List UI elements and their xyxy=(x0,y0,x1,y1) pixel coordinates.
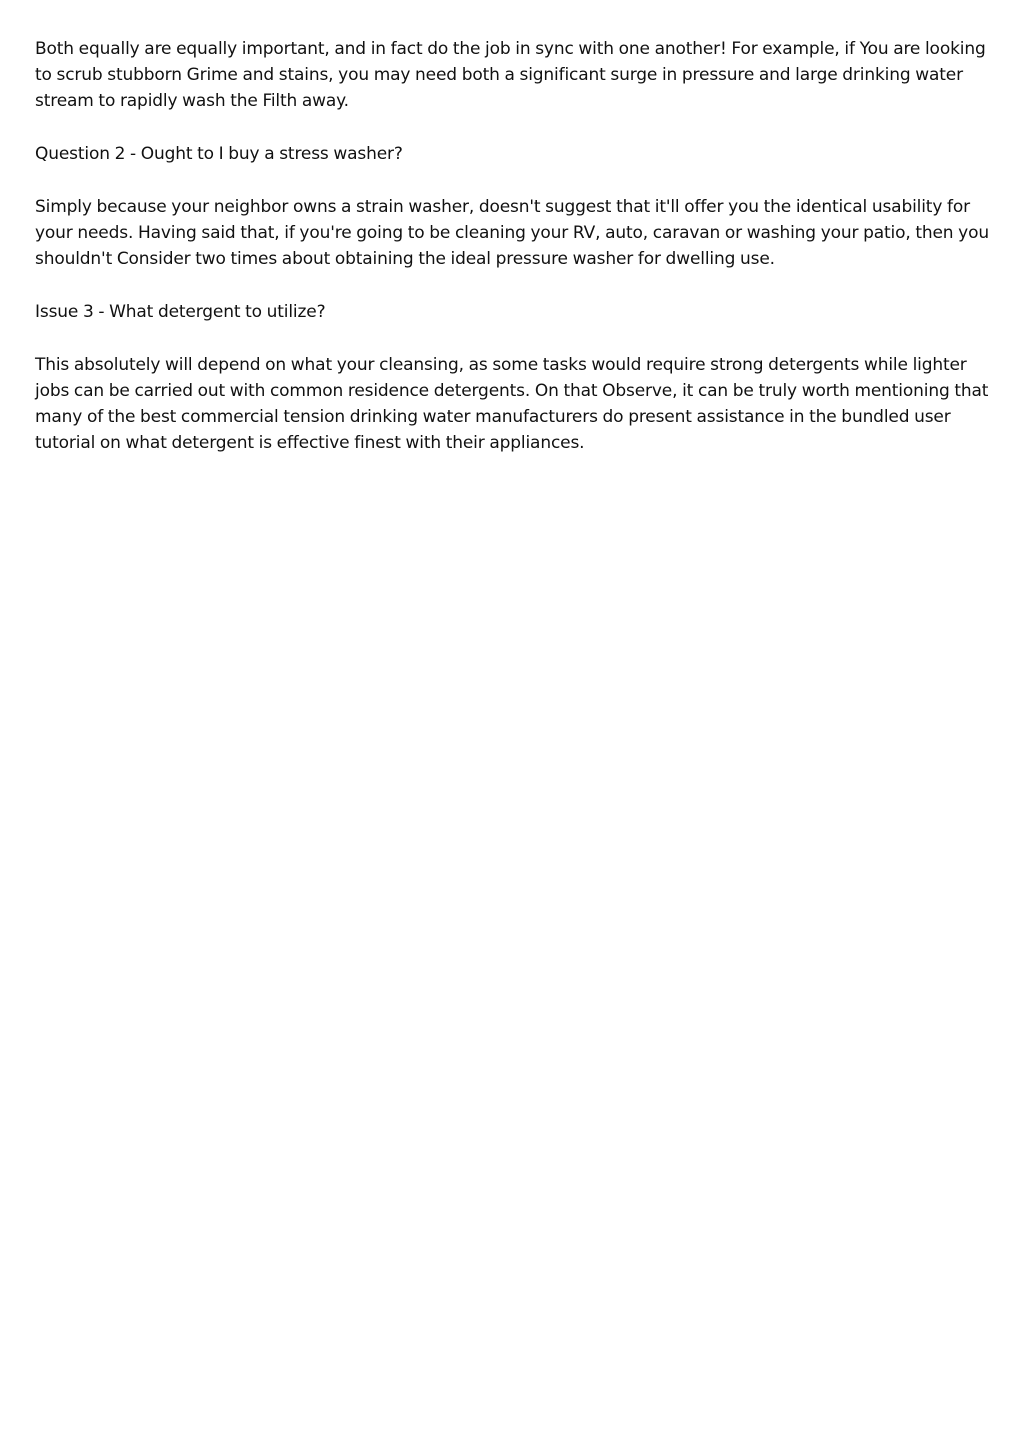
paragraph-buying-advice: Simply because your neighbor owns a strain washer, doesn't suggest that it'll offer you the identical usability for your needs. Having said that, if you're going to be cleaning your RV, auto, caravan or washing your patio, then you shouldn't Consider two times about obtaining the ideal pressure washer for dwelling use. xyxy=(35,197,989,269)
question-2-heading: Question 2 - Ought to I buy a stress washer? xyxy=(35,144,403,164)
document-body xyxy=(35,36,995,483)
paragraph-detergent-advice: This absolutely will depend on what your cleansing, as some tasks would require strong detergents while lighter jobs can be carried out with common residence detergents. On that Observe, it can be truly worth mentioning that many of the best commercial tension drinking water manufacturers do present assistance in the bundled user tutorial on what detergent is effective finest with their appliances. xyxy=(35,355,989,453)
question-3-heading: Issue 3 - What detergent to utilize? xyxy=(35,302,326,322)
paragraph-pressure-and-flow: Both equally are equally important, and in fact do the job in sync with one another! For example, if You are looking to scrub stubborn Grime and stains, you may need both a significant surge in pressure and large drinking water stream to rapidly wash the Filth away. xyxy=(35,39,986,111)
